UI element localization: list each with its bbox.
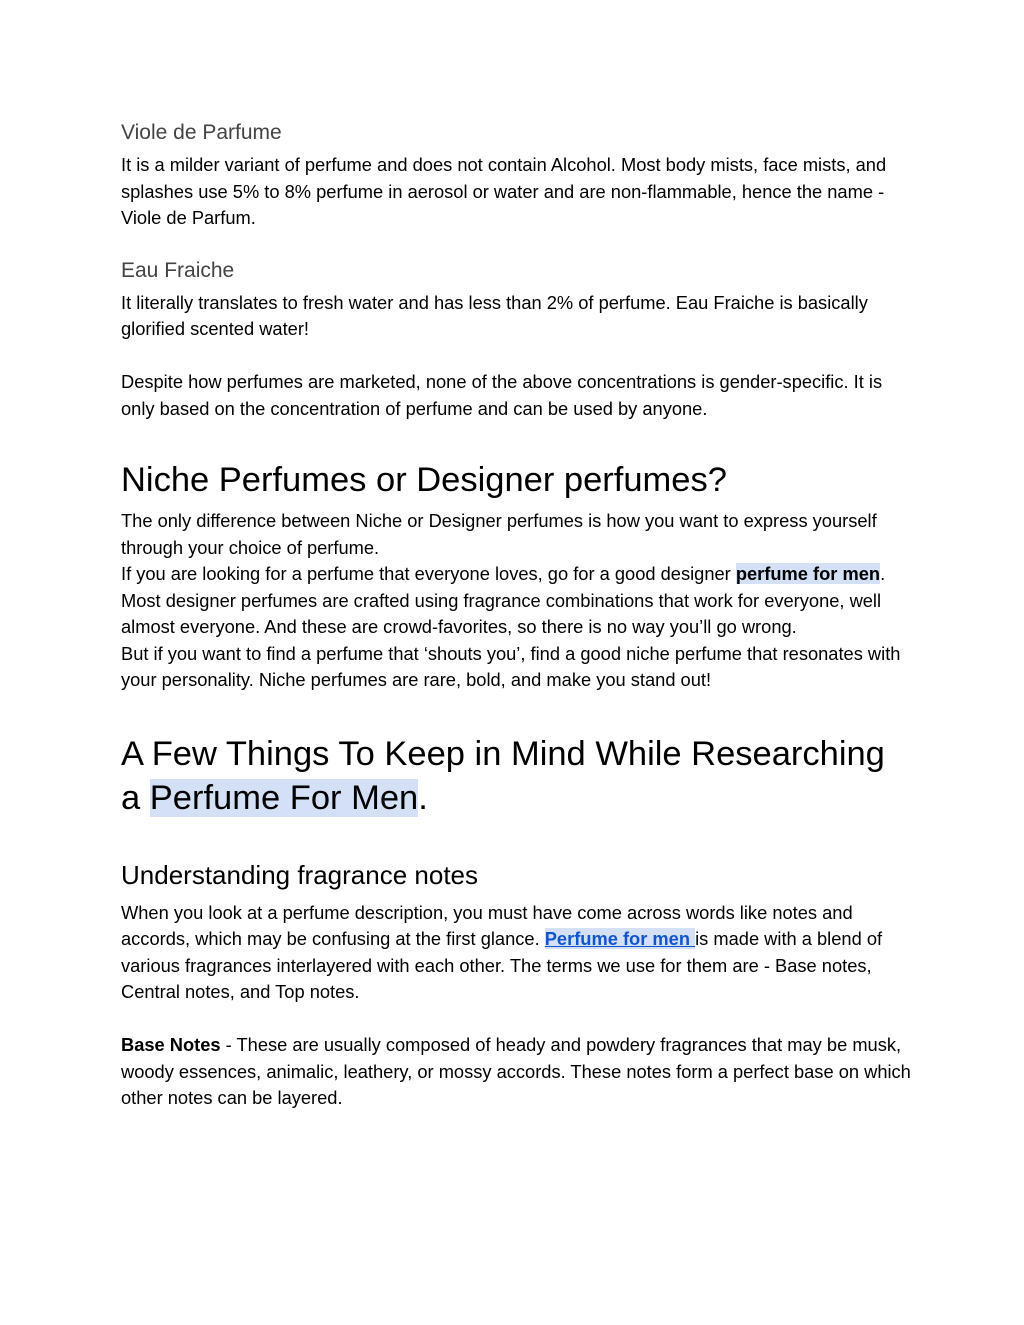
eau-heading: Eau Fraiche xyxy=(121,258,235,282)
viole-body: It is a milder variant of perfume and does not contain Alcohol. Most body mists, face mists, and splashes use 5% to 8% perfume in aerosol or water and are non-flammable, hence the name - Viole de Parfum. xyxy=(121,154,887,228)
notes-p1-text: When you look at a perfume description, you must have come across words like notes and accords, which may be confusing at the first glance. xyxy=(121,901,853,949)
eau-body: It literally translates to fresh water and has less than 2% of perfume. Eau Fraiche is basically glorified scented water! xyxy=(121,291,868,339)
fragrance-notes-heading: Understanding fragrance notes xyxy=(121,859,479,890)
niche-p2-rest: . Most designer perfumes are crafted using fragrance combinations that work for everyone, well almost everyone. And these are crowd-favorites, so there is no way you’ll go wrong. xyxy=(121,563,886,637)
viole-heading: Viole de Parfume xyxy=(121,121,282,144)
notes-p1-rest: is made with a blend of various fragrances interlayered with each other. The terms we use for them are - Base notes, Central notes, and Top notes. xyxy=(121,928,883,1002)
fragrance-notes-paragraph xyxy=(121,900,911,1006)
base-notes-text: - These are usually composed of heady and powdery fragrances that may be musk, woody essences, animalic, leathery, or mossy accords. These notes form a perfect base on which other notes can be layered. xyxy=(121,1034,911,1108)
niche-paragraph-3: But if you want to find a perfume that ‘shouts you’, find a good niche perfume that resonates with your personality. Niche perfumes are rare, bold, and make you stand out! xyxy=(121,642,901,690)
niche-paragraph-2 xyxy=(121,561,911,641)
few-things-heading xyxy=(121,732,911,820)
niche-heading: Niche Perfumes or Designer perfumes? xyxy=(121,461,727,499)
niche-paragraph-1: The only difference between Niche or Designer perfumes is how you want to express yourself through your choice of perfume. xyxy=(121,510,877,558)
base-notes-label: Base Notes xyxy=(121,1034,221,1055)
concentration-note: Despite how perfumes are marketed, none of the above concentrations is gender-specific. It is only based on the concentration of perfume and can be used by anyone. xyxy=(121,371,883,419)
few-things-heading-text: A Few Things To Keep in Mind While Researching a xyxy=(121,734,885,817)
niche-p2-text: If you are looking for a perfume that everyone loves, go for a good designer xyxy=(121,563,736,584)
perfume-for-men-link[interactable]: Perfume for men xyxy=(544,928,696,949)
document-page xyxy=(121,118,911,1112)
perfume-for-men-highlight: perfume for men xyxy=(735,563,881,584)
few-things-heading-period: . xyxy=(418,778,428,817)
base-notes-paragraph xyxy=(121,1032,911,1112)
perfume-for-men-heading-highlight: Perfume For Men xyxy=(149,778,419,817)
